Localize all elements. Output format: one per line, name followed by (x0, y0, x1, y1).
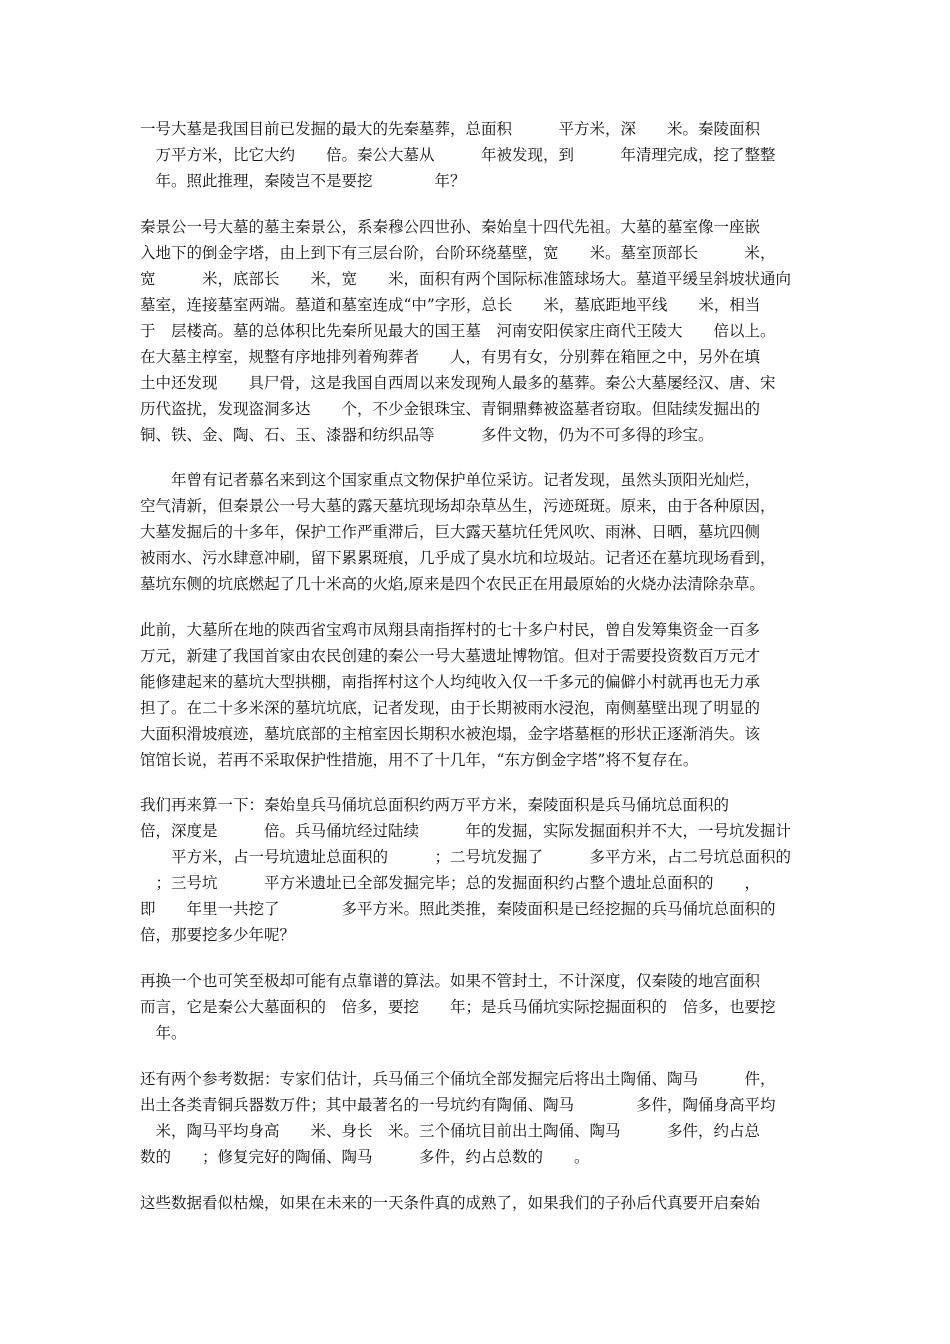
text-line: 这些数据看似枯燥，如果在未来的一天条件真的成熟了，如果我们的子孙后代真要开启秦始 (140, 1194, 761, 1212)
text-line: 大面积滑坡痕迹，墓坑底部的主棺室因长期积水被泡塌，金字塔墓框的形状正逐渐消失。该 (140, 725, 761, 743)
text-line: 我们再来算一下：秦始皇兵马俑坑总面积约两万平方米，秦陵面积是兵马俑坑总面积的 (140, 796, 730, 814)
text-line: 年。照此推理，秦陵岂不是要挖 年？ (140, 172, 466, 190)
text-line: 出土各类青铜兵器数万件；其中最著名的一号坑约有陶俑、陶马 多件，陶俑身高平均 (140, 1096, 776, 1114)
text-line: 担了。在二十多米深的墓坑坑底，记者发现，由于长期被雨水浸泡，南侧墓壁出现了明显的 (140, 699, 761, 717)
text-line: 能修建起来的墓坑大型拱棚，南指挥村这个人均纯收入仅一千多元的偏僻小村就再也无力承 (140, 673, 761, 691)
text-line: ；三号坑 平方米遗址已全部发掘完毕；总的发掘面积约占整个遗址总面积的 ， (140, 874, 761, 892)
text-line: 年曾有记者慕名来到这个国家重点文物保护单位采访。记者发现，虽然头顶阳光灿烂， (140, 471, 761, 489)
text-line: 一号大墓是我国目前已发掘的最大的先秦墓葬，总面积 平方米，深 米。秦陵面积 (140, 120, 761, 138)
text-line: 还有两个参考数据：专家们估计，兵马俑三个俑坑全部发掘完后将出土陶俑、陶马 件， (140, 1070, 776, 1088)
text-line: 此前，大墓所在地的陕西省宝鸡市凤翔县南指挥村的七十多户村民，曾自发筹集资金一百多 (140, 621, 761, 639)
text-line: 米，陶马平均身高 米、身长 米。三个俑坑目前出土陶俑、陶马 多件，约占总 (140, 1122, 761, 1140)
text-line: 在大墓主椁室，规整有序地排列着殉葬者 人，有男有女，分别葬在箱匣之中，另外在填 (140, 348, 761, 366)
text-line: 馆馆长说，若再不采取保护性措施，用不了十几年，“东方倒金字塔”将不复存在。 (140, 751, 699, 769)
text-line: 墓室，连接墓室两端。墓道和墓室连成“中”字形，总长 米，墓底距地平线 米，相当 (140, 296, 761, 314)
text-line: 倍，那要挖多少年呢？ (140, 926, 296, 944)
text-line: 数的 ；修复完好的陶俑、陶马 多件，约占总数的 。 (140, 1148, 590, 1166)
text-line: 倍，深度是 倍。兵马俑坑经过陆续 年的发掘，实际发掘面积并不大，一号坑发掘计 (140, 822, 792, 840)
text-line: 而言，它是秦公大墓面积的 倍多，要挖 年；是兵马俑坑实际挖掘面积的 倍多，也要挖 (140, 998, 776, 1016)
text-line: 历代盗扰，发现盗洞多达 个，不少金银珠宝、青铜鼎彝被盗墓者窃取。但陆续发掘出的 (140, 400, 761, 418)
text-line: 被雨水、污水肆意冲刷，留下累累斑痕，几乎成了臭水坑和垃圾站。记者还在墓坑现场看到， (140, 549, 776, 567)
text-line: 大墓发掘后的十多年，保护工作严重滞后，巨大露天墓坑任凭风吹、雨淋、日晒，墓坑四侧 (140, 523, 761, 541)
text-line: 即 年里一共挖了 多平方米。照此类推，秦陵面积是已经挖掘的兵马俑坑总面积的 (140, 900, 776, 918)
text-line: 万平方米，比它大约 倍。秦公大墓从 年被发现，到 年清理完成，挖了整整 (140, 146, 776, 164)
text-line: 空气清新，但秦景公一号大墓的露天墓坑现场却杂草丛生，污迹斑斑。原来，由于各种原因， (140, 497, 776, 515)
text-line: 秦景公一号大墓的墓主秦景公，系秦穆公四世孙、秦始皇十四代先祖。大墓的墓室像一座嵌 (140, 218, 761, 236)
text-line: 墓坑东侧的坑底燃起了几十米高的火焰,原来是四个农民正在用最原始的火烧办法清除杂草。 (140, 575, 765, 593)
text-line: 平方米，占一号坑遗址总面积的 ；二号坑发掘了 多平方米，占二号坑总面积的 (140, 848, 792, 866)
text-line: 入地下的倒金字塔，由上到下有三层台阶，台阶环绕墓壁，宽 米。墓室顶部长 米， (140, 244, 776, 262)
text-line: 铜、铁、金、陶、石、玉、漆器和纺织品等 多件文物，仍为不可多得的珍宝。 (140, 426, 714, 444)
text-line: 再换一个也可笑至极却可能有点靠谱的算法。如果不管封土，不计深度，仅秦陵的地宫面积 (140, 972, 761, 990)
text-line: 年。 (140, 1024, 187, 1042)
text-line: 土中还发现 具尸骨，这是我国自西周以来发现殉人最多的墓葬。秦公大墓屡经汉、唐、宋 (140, 374, 776, 392)
text-line: 宽 米，底部长 米，宽 米，面积有两个国际标准篮球场大。墓道平缓呈斜坡状通向 (140, 270, 792, 288)
text-line: 于 层楼高。墓的总体积比先秦所见最大的国王墓 河南安阳侯家庄商代王陵大 倍以上。 (140, 322, 776, 340)
text-line: 万元，新建了我国首家由农民创建的秦公一号大墓遗址博物馆。但对于需要投资数百万元才 (140, 647, 761, 665)
